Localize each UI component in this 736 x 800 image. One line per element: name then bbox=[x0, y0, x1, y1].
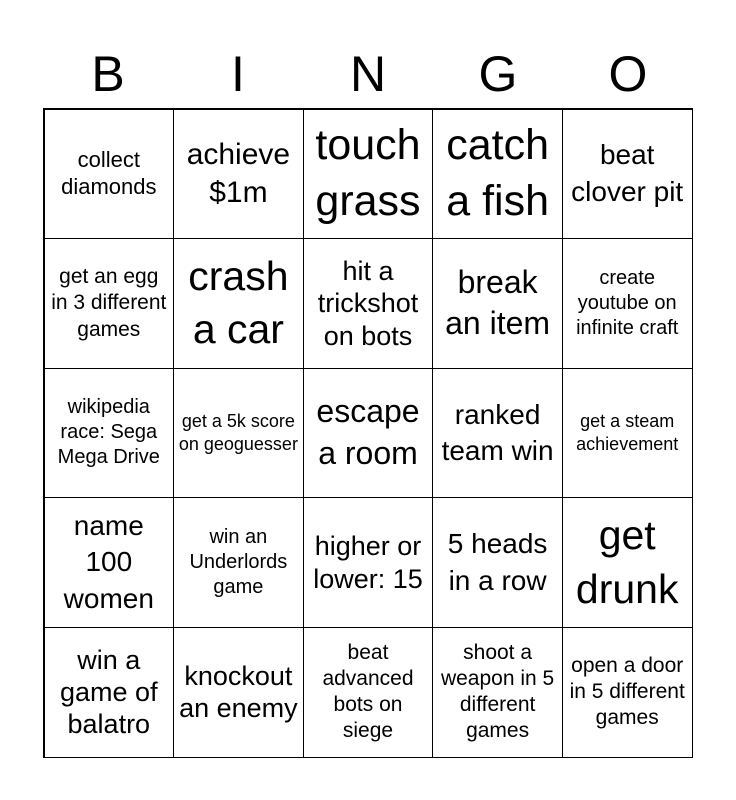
cell-label: get a steam achievement bbox=[576, 410, 679, 454]
cell-label: get an egg in 3 different games bbox=[51, 265, 167, 341]
bingo-cell[interactable] bbox=[432, 627, 563, 758]
cell-label: hit a trickshot on bots bbox=[317, 255, 419, 351]
bingo-cell[interactable] bbox=[173, 627, 304, 758]
bingo-cell[interactable] bbox=[562, 368, 693, 499]
bingo-cell[interactable] bbox=[303, 238, 434, 369]
bingo-cell[interactable] bbox=[562, 238, 693, 369]
cell-label: higher or lower: 15 bbox=[313, 531, 423, 594]
cell-label: wikipedia race: Sega Mega Drive bbox=[57, 396, 160, 469]
cell-label: catch a fish bbox=[446, 120, 549, 225]
bingo-cell[interactable] bbox=[173, 238, 304, 369]
header-letter-i: I bbox=[231, 46, 245, 102]
cell-label: ranked team win bbox=[441, 398, 554, 466]
cell-label: achieve $1m bbox=[186, 138, 291, 209]
header-letter-o: O bbox=[608, 46, 648, 102]
cell-label: get drunk bbox=[575, 512, 679, 612]
cell-label: crash a car bbox=[188, 253, 289, 353]
cell-label: create youtube on infinite craft bbox=[576, 266, 679, 339]
bingo-cell[interactable] bbox=[562, 627, 693, 758]
header-letter-b: B bbox=[91, 46, 125, 102]
cell-label: collect diamonds bbox=[61, 147, 157, 199]
cell-label: break an item bbox=[445, 263, 551, 342]
cell-label: knockout an enemy bbox=[179, 660, 298, 724]
bingo-cell[interactable] bbox=[432, 238, 563, 369]
bingo-cell[interactable] bbox=[44, 368, 175, 499]
cell-label: win an Underlords game bbox=[189, 526, 288, 599]
cell-label: win a game of balatro bbox=[60, 644, 158, 740]
header-letter-n: N bbox=[349, 46, 387, 102]
bingo-cell[interactable] bbox=[44, 109, 175, 240]
cell-label: escape a room bbox=[316, 393, 420, 471]
bingo-cell[interactable] bbox=[173, 368, 304, 499]
bingo-cell[interactable] bbox=[432, 368, 563, 499]
bingo-board bbox=[43, 108, 693, 758]
bingo-cell[interactable] bbox=[303, 109, 434, 240]
cell-label: touch grass bbox=[315, 120, 421, 225]
cell-label: open a door in 5 different games bbox=[569, 653, 685, 730]
bingo-cell[interactable] bbox=[44, 497, 175, 628]
bingo-cell[interactable] bbox=[44, 627, 175, 758]
bingo-cell[interactable] bbox=[173, 497, 304, 628]
bingo-cell[interactable] bbox=[303, 368, 434, 499]
header-letter-g: G bbox=[478, 46, 518, 102]
cell-label: 5 heads in a row bbox=[447, 528, 548, 596]
cell-label: beat clover pit bbox=[571, 139, 684, 207]
bingo-cell[interactable] bbox=[44, 238, 175, 369]
cell-label: name 100 women bbox=[63, 510, 154, 614]
bingo-cell[interactable] bbox=[173, 109, 304, 240]
cell-label: get a 5k score on geoguesser bbox=[178, 410, 298, 454]
bingo-cell[interactable] bbox=[303, 497, 434, 628]
bingo-cell[interactable] bbox=[303, 627, 434, 758]
cell-label: beat advanced bots on siege bbox=[322, 640, 414, 743]
bingo-cell[interactable] bbox=[432, 497, 563, 628]
bingo-cell[interactable] bbox=[562, 497, 693, 628]
bingo-cell[interactable] bbox=[562, 109, 693, 240]
bingo-cell[interactable] bbox=[432, 109, 563, 240]
bingo-header bbox=[43, 40, 693, 108]
cell-label: shoot a weapon in 5 different games bbox=[440, 640, 555, 743]
